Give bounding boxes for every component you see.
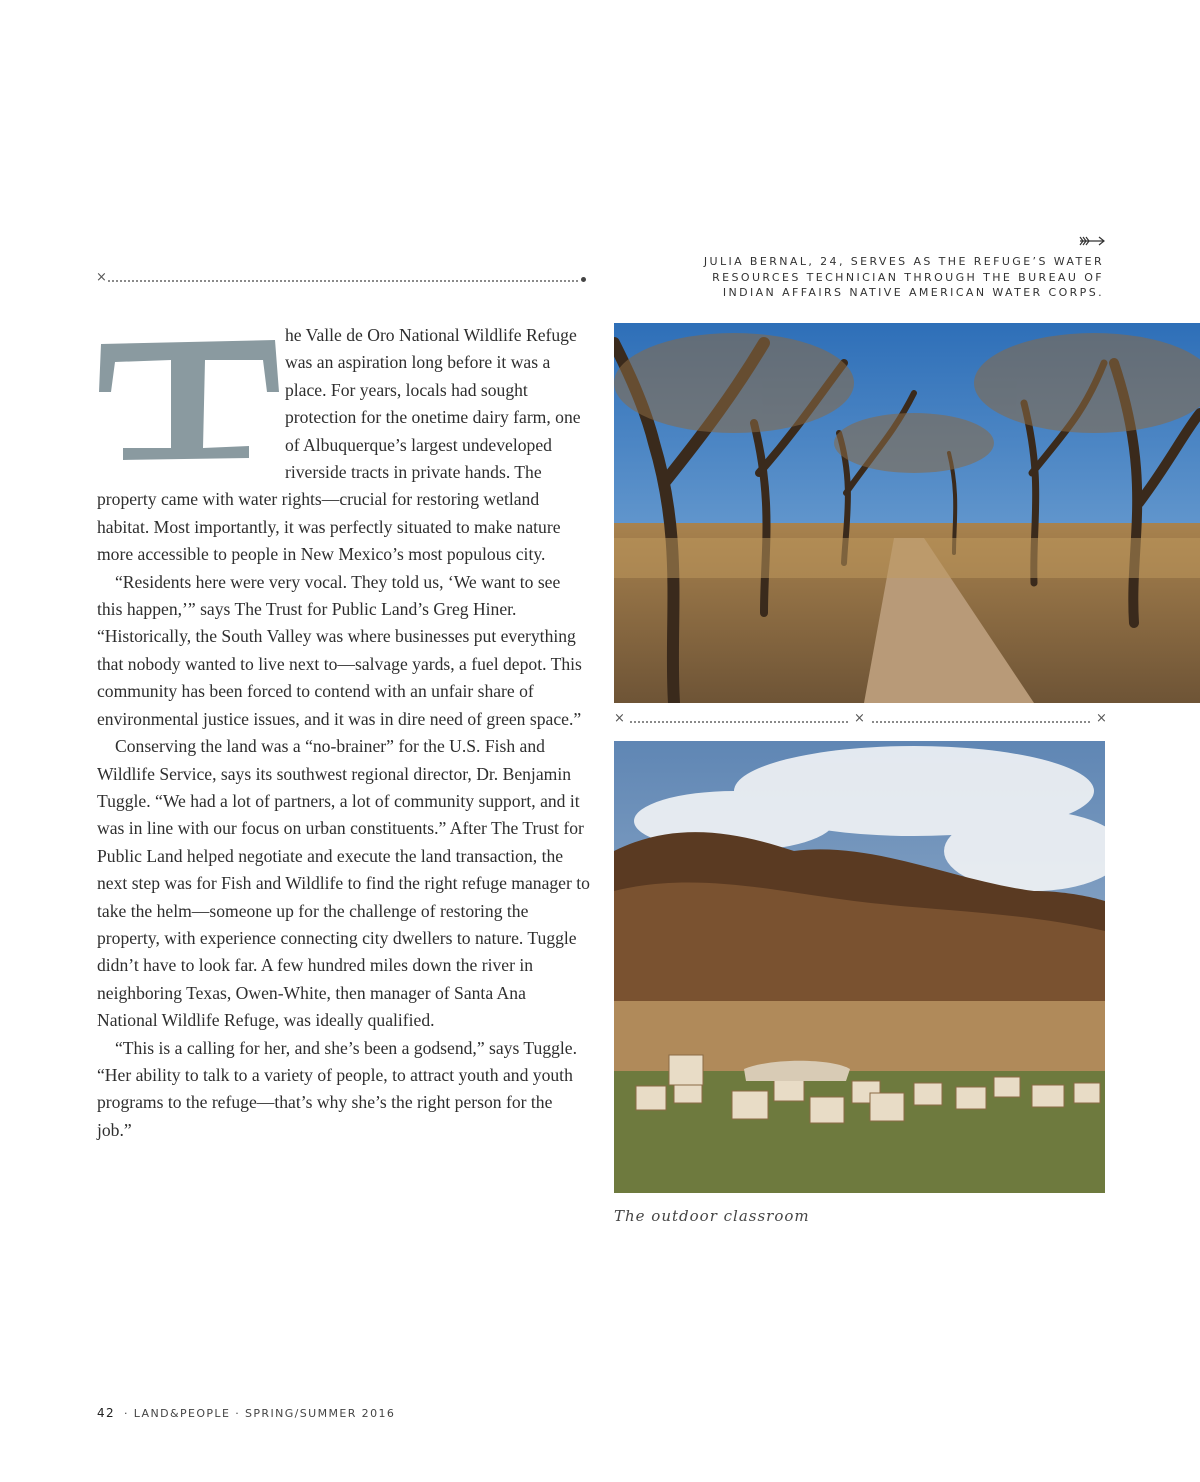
page-number: 42 [97, 1406, 116, 1420]
classroom-photo [614, 741, 1105, 1193]
x-mark-icon: × [1096, 711, 1107, 726]
paragraph-2: “Residents here were very vocal. They told us, ‘We want to see this happen,’” says The Trust for Public Land’s Greg Hiner. “Historically, the South Valley was where businesses put everything that nobody wanted to live next to—salvage yards, a fuel depot. This community has been forced to contend with an unfair share of environmental justice issues, and it was in dire need of green space.” [97, 571, 582, 729]
classroom-caption: The outdoor classroom [614, 1207, 810, 1225]
publication-info: · LAND&PEOPLE · SPRING/SUMMER 2016 [123, 1407, 396, 1420]
photo-divider [614, 711, 1107, 727]
dot-icon [581, 277, 586, 282]
x-mark-icon: × [614, 711, 625, 726]
x-mark-icon: × [854, 711, 865, 726]
arrow-icon [1078, 234, 1106, 248]
drop-cap [97, 326, 285, 462]
paragraph-3: Conserving the land was a “no-brainer” for the U.S. Fish and Wildlife Service, says its southwest regional director, Dr. Benjamin Tuggle. “We had a lot of partners, a lot of community support, and it was in line with our focus on urban constituents.” After The Trust for Public Land helped negotiate and execute the land transaction, the next step was for Fish and Wildlife to find the right refuge manager to take the helm—someone up for the challenge of restoring the property, with experience connecting city dwellers to nature. Tuggle didn’t have to look far. A few hundred miles down the river in neighboring Texas, Owen-White, then manager of Santa Ana National Wildlife Refuge, was ideally qualified. [97, 736, 590, 1031]
x-mark-icon: × [96, 270, 107, 285]
top-divider [96, 270, 588, 286]
photo-caption: JULIA BERNAL, 24, SERVES AS THE REFUGE’S WATER RESOURCES TECHNICIAN THROUGH THE BUREAU OF INDIAN AFFAIRS NATIVE AMERICAN WATER CORPS. [703, 255, 1104, 299]
paragraph-4: “This is a calling for her, and she’s been a godsend,” says Tuggle. “Her ability to talk to a variety of people, to attract youth and youth programs to the refuge—that’s why she’s the right person for the job.” [97, 1037, 578, 1140]
path-photo [614, 323, 1200, 703]
page-footer [97, 1406, 395, 1420]
article-body [97, 322, 590, 1144]
paragraph-1: he Valle de Oro National Wildlife Refuge was an aspiration long before it was a place. For years, locals had sought protection for the onetime dairy farm, one of Albuquerque’s largest undeveloped riverside tracts in private hands. The property came with water rights—crucial for restoring wetland habitat. Most importantly, it was perfectly situated to make nature more accessible to people in New Mexico’s most populous city. [97, 325, 581, 565]
